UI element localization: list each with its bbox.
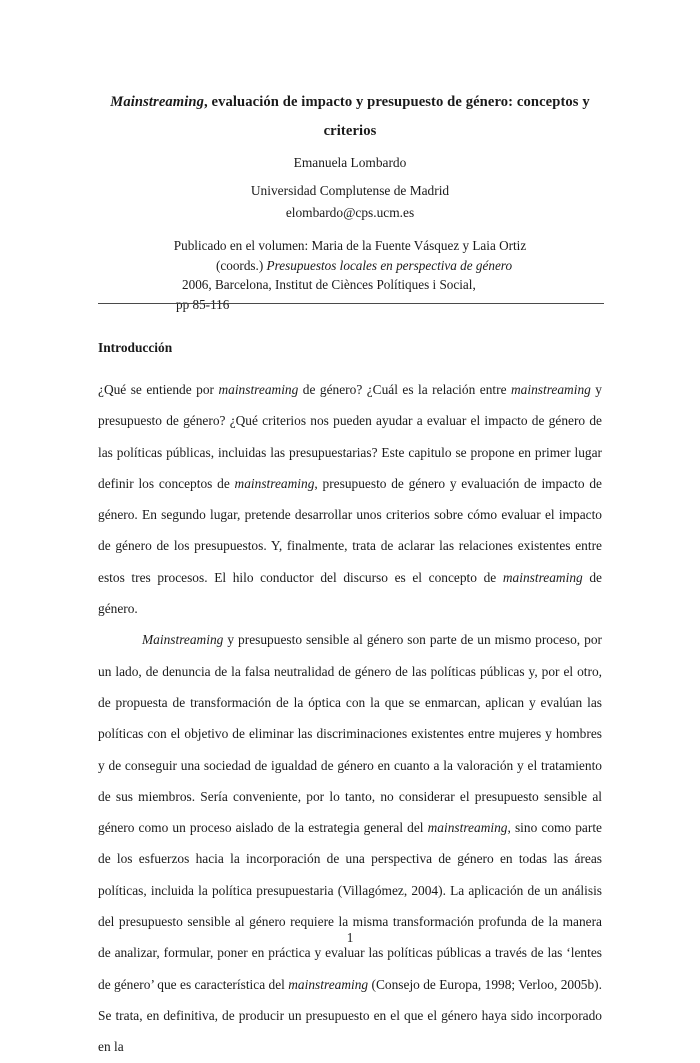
p2-italic-2: mainstreaming (427, 820, 508, 836)
horizontal-rule (98, 303, 604, 304)
p1-italic-1: mainstreaming (218, 382, 299, 397)
title-emphasis: Mainstreaming (110, 93, 205, 110)
p1-seg-5: de género. (98, 569, 602, 617)
p1-seg-4: , presupuesto de género y evaluación de impacto de género. En segundo lugar, pretende desarrollar unos criterios sobre cómo evaluar el impacto de género de los presupuestos. Y, finalmente, trata de aclarar las relaciones existentes entre estos tres procesos. El hilo conductor del discurso es el concepto de (98, 475, 602, 585)
p1-seg-1: ¿Qué se entiende por (98, 382, 219, 397)
p1-italic-3: mainstreaming (234, 475, 315, 491)
author-name: Emanuela Lombardo (293, 155, 407, 170)
citation-coords-label: (coords.) (216, 257, 267, 273)
citation-book-title: Presupuestos locales en perspectiva de género (266, 257, 513, 273)
p2-italic-1: Mainstreaming (142, 632, 224, 648)
citation-line-3: 2006, Barcelona, Institut de Ciènces Polítiques i Social, (182, 277, 476, 292)
affiliation-block (98, 180, 602, 224)
author-email: elombardo@cps.ucm.es (285, 205, 415, 220)
paragraph-2 (98, 624, 602, 1062)
p1-italic-4: mainstreaming (502, 569, 583, 585)
citation-line-1: Publicado en el volumen: Maria de la Fuente Vásquez y Laia Ortiz (173, 238, 527, 253)
citation-line-4: pp 85-116 (176, 296, 230, 312)
page-number: 1 (346, 930, 354, 945)
p2-seg-2: , sino como parte de los esfuerzos hacia la incorporación de una perspectiva de género en todas las áreas políticas, incluida la política presupuestaria (Villagómez, 2004). La aplicación de un análisis del presupuesto sensible al género requiere la misma transformación profunda de la manera de analizar, formular, poner en práctica y evaluar las políticas públicas a través de las ‘lentes de género’ que es característica del (98, 820, 602, 992)
citation-line-2 (98, 256, 602, 276)
p2-seg-1: y presupuesto sensible al género son parte de un mismo proceso, por un lado, de denuncia de la falsa neutralidad de género de las políticas públicas y, por el otro, de propuesta de transformación de la óptica con la que se enmarcan, aplican y evalúan las políticas con el objetivo de eliminar las discriminaciones existentes entre mujeres y hombres y de conseguir una sociedad de igualdad de género en cuanto a la valoración y el tratamiento de sus miembros. Sería conveniente, por lo tanto, no considerar el presupuesto sensible al género como un proceso aislado de la estrategia general del (98, 632, 602, 836)
p2-seg-3: (Consejo de Europa, 1998; Verloo, 2005b). Se trata, en definitiva, de producir un presupuesto en el que el género haya sido incorporado en la (98, 976, 602, 1055)
p2-italic-3: mainstreaming (288, 976, 369, 992)
p1-italic-2: mainstreaming (510, 382, 591, 397)
paragraph-1 (98, 374, 602, 624)
p1-seg-2: de género? ¿Cuál es la relación entre (298, 382, 511, 397)
affiliation-name: Universidad Complutense de Madrid (250, 183, 450, 198)
p1-seg-3: y presupuesto de género? ¿Qué criterios nos pueden ayudar a evaluar el impacto de género de las políticas públicas, incluidas las presupuestarias? Este capitulo se propone en primer lugar definir los conceptos de (98, 382, 603, 491)
section-heading-introduccion: Introducción (98, 340, 173, 356)
page-title (98, 88, 602, 146)
body-text (98, 374, 602, 1063)
author-block (98, 148, 602, 177)
title-rest: , evaluación de impacto y presupuesto de género: conceptos y criterios (204, 93, 590, 139)
